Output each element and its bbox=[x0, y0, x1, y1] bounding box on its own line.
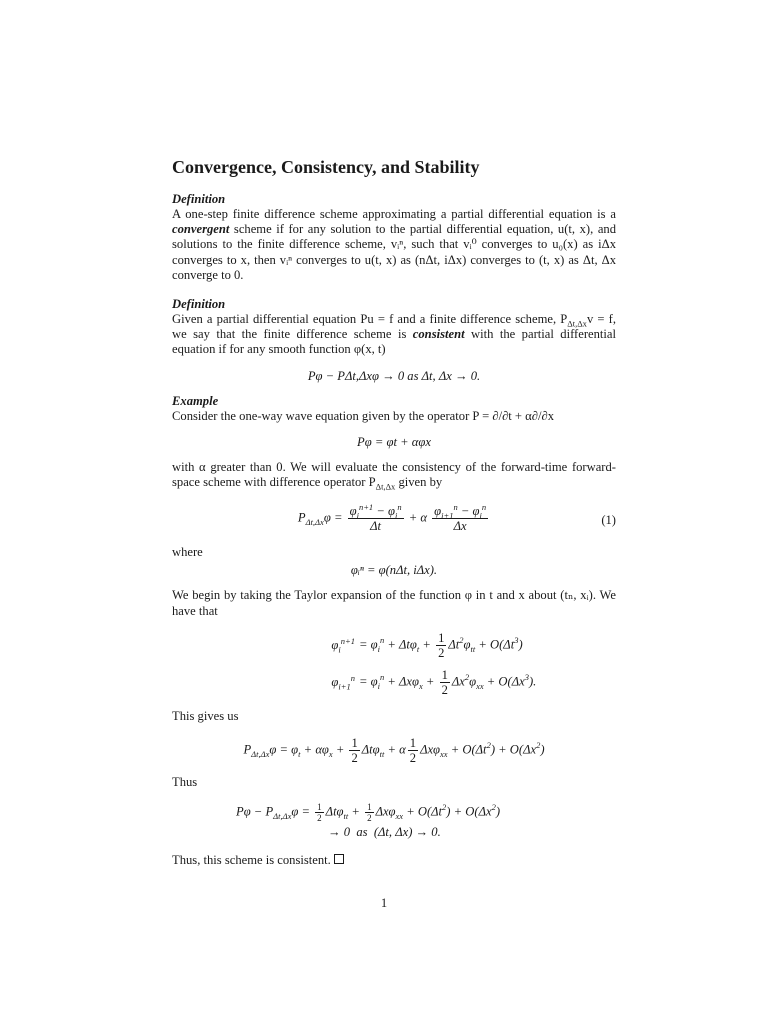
grid-function-definition: φᵢⁿ = φ(nΔt, iΔx). bbox=[350, 563, 438, 578]
gives-us-text: This gives us bbox=[172, 708, 239, 723]
definition-heading-convergent: Definition bbox=[172, 192, 226, 206]
page-title: Convergence, Consistency, and Stability bbox=[172, 157, 480, 177]
keyword-consistent: consistent bbox=[412, 327, 465, 342]
taylor-expansion-time: $\varphi_i^{n+1}$ = $\varphi_i^n + \Delta t\varphi_t$ + $\frac{1}{2}$ $\Delta t^2\varphi_{tt} + O(\Delta t^3)$ bbox=[331, 630, 523, 660]
example-scheme-text: with α greater than 0. We will evaluate the consistency of the forward-time forward-space scheme with difference operator $P_{\Delta t,\Delta x}$ given by bbox=[172, 459, 616, 492]
equation-number: (1) bbox=[601, 513, 616, 528]
thus-text: Thus bbox=[172, 775, 198, 790]
definition-consistent-text: Given a partial differential equation Pu = f and a finite difference scheme, $P_{\Delta t,\Delta x}v = f$, we say that the finite difference scheme is consistent with the partial differential equation if for any smooth function φ(x, t) bbox=[172, 312, 616, 357]
conclusion-text: Thus, this scheme is consistent. bbox=[172, 853, 616, 868]
taylor-expansions bbox=[229, 631, 559, 697]
scheme-taylor-equation: $P_{\Delta t,\Delta x}\varphi = \varphi_t + \alpha\varphi_x$ + $\frac{1}{2}$ Δtφ$_{tt}$ + α $\frac{1}{2}$ $\Delta x\varphi_{xx} + O(\Delta t^2) + O(\Delta x^2)$ bbox=[243, 736, 545, 766]
taylor-expansion-text: We begin by taking the Taylor expansion of the function φ in t and x about (tₙ, xᵢ). We have that bbox=[172, 588, 616, 618]
document-page bbox=[172, 156, 616, 868]
page-number: 1 bbox=[380, 896, 388, 910]
scheme-equation-1: $P_{\Delta t,\Delta x}\varphi$ = $\frac{\varphi_i^{n+1} - \varphi_i^n}{\Delta t}$ + α $\frac{\varphi_{i+1}^n - \varphi_i^n}{\Delta x}$ (1) bbox=[297, 502, 616, 534]
definition-heading-consistent: Definition bbox=[172, 297, 226, 312]
wave-operator-equation: Pφ = φt + αφx bbox=[357, 434, 431, 449]
qed-square-icon bbox=[334, 854, 344, 864]
taylor-expansion-space: $\varphi_{i+1}^n$ = $\varphi_i^n + \Delta x\varphi_x$ + $\frac{1}{2}$ $\Delta x^2\varphi_{xx} + O(\Delta x^3)$. bbox=[331, 667, 537, 697]
consistency-definition-equation: Pφ − PΔt,Δxφ → 0 as Δt, Δx → 0. bbox=[307, 368, 481, 383]
truncation-error-equation: $P\varphi - P_{\Delta t,\Delta x}\varphi$ = $\frac{1}{2}$ Δtφ$_{tt}$ + $\frac{1}{2}$ $\Delta x\varphi_{xx} + O(\Delta t^2) + O(\Delta x^2)$ → 0 as (Δt, Δx) → 0. bbox=[236, 802, 501, 840]
where-text: where bbox=[172, 545, 203, 560]
example-heading: Example bbox=[172, 393, 219, 408]
example-intro-text: Consider the one-way wave equation given by the operator P = ∂/∂t + α∂/∂x bbox=[172, 408, 555, 423]
keyword-convergent: convergent bbox=[172, 222, 230, 237]
definition-convergent-text: A one-step finite difference scheme approximating a partial differential equation is a convergent scheme if for any solution to the partial differential equation, u(t, x), and solutions to the finite difference scheme, vᵢⁿ, such that vᵢ⁰ converges to u₀(x) as iΔx converges to x, then vᵢⁿ converges to u(t, x) as (nΔt, iΔx) converges to (t, x) as Δt, Δx converge to 0. bbox=[172, 207, 616, 282]
